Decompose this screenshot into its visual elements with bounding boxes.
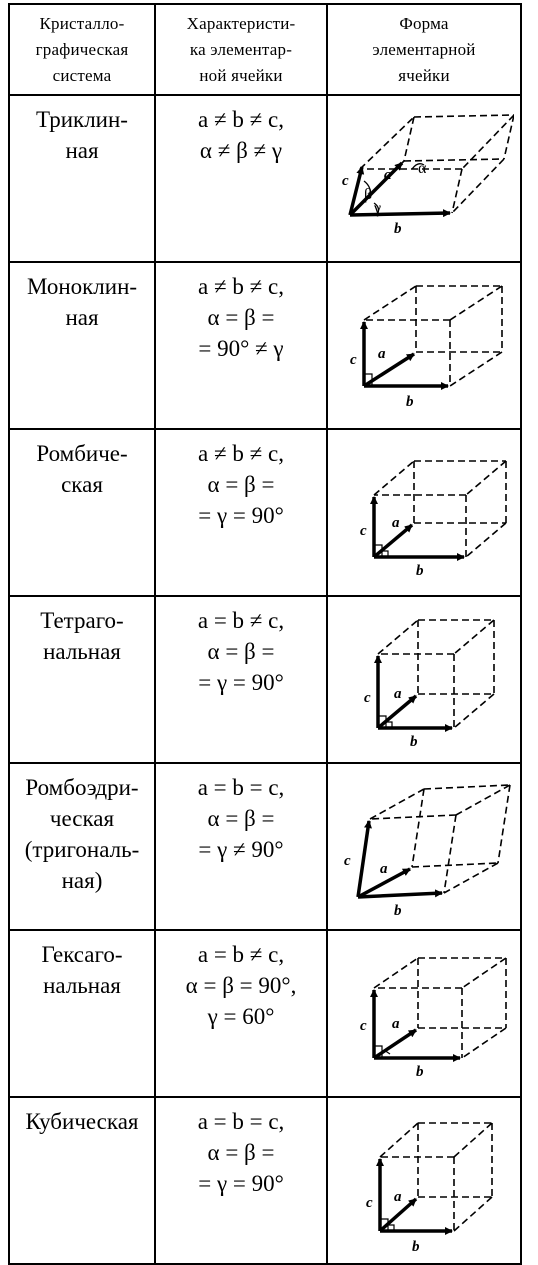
axis-label-c: c — [360, 1017, 367, 1034]
param-line: = γ ≠ 90° — [198, 837, 284, 862]
header-row — [9, 4, 521, 95]
unit-cell-diagram — [327, 930, 521, 1097]
system-line: ная — [65, 138, 99, 163]
axis-label-b: b — [412, 1238, 420, 1255]
angle-label-alpha: α — [418, 159, 427, 177]
header-line: система — [52, 65, 112, 85]
system-line: Кубическая — [25, 1109, 139, 1134]
angle-label-gamma: γ — [374, 199, 382, 217]
angle-label-beta: β — [364, 185, 373, 203]
hexagonal-cell-drawing — [334, 944, 514, 1084]
table-row — [9, 596, 521, 763]
system-name — [9, 930, 155, 1097]
monoclinic-cell-drawing — [334, 276, 514, 416]
system-line: (тригональ- — [24, 837, 140, 862]
axis-label-c: c — [360, 522, 367, 539]
param-line: = 90° ≠ γ — [198, 336, 284, 361]
system-name — [9, 1097, 155, 1264]
unit-cell-diagram — [327, 1097, 521, 1264]
unit-cell-diagram — [327, 429, 521, 596]
unit-cell-diagram — [327, 763, 521, 930]
table-row — [9, 763, 521, 930]
param-line: = γ = 90° — [198, 503, 284, 528]
system-line: ческая — [49, 806, 115, 831]
cell-parameters — [155, 763, 327, 930]
axis-label-c: c — [364, 689, 371, 706]
param-line: α = β = — [207, 806, 275, 831]
axis-label-b: b — [410, 733, 418, 750]
system-line: нальная — [43, 639, 121, 664]
header-line: Форма — [399, 13, 449, 33]
system-name — [9, 262, 155, 429]
axis-label-b: b — [416, 1063, 424, 1080]
system-line: ная — [65, 305, 99, 330]
cell-parameters — [155, 1097, 327, 1264]
system-line: Моноклин- — [26, 274, 138, 299]
cell-parameters — [155, 429, 327, 596]
param-line: α = β = — [207, 1140, 275, 1165]
axis-label-b: b — [416, 562, 424, 579]
system-line: нальная — [43, 973, 121, 998]
axis-label-c: c — [350, 351, 357, 368]
cell-parameters — [155, 95, 327, 262]
system-name — [9, 763, 155, 930]
param-line: a = b = c, — [197, 1109, 285, 1134]
param-line: a = b ≠ c, — [197, 942, 285, 967]
axis-label-b: b — [406, 393, 414, 410]
cubic-cell-drawing — [334, 1101, 514, 1261]
param-line: a ≠ b ≠ c, — [198, 441, 284, 466]
table-row — [9, 262, 521, 429]
cell-parameters — [155, 930, 327, 1097]
axis-label-b: b — [394, 220, 402, 237]
cell-parameters — [155, 262, 327, 429]
param-line: a ≠ b ≠ c, — [198, 107, 284, 132]
system-line: Триклин- — [36, 107, 128, 132]
triclinic-cell-drawing — [334, 109, 514, 249]
system-line: Тетраго- — [40, 608, 124, 633]
param-line: α = β = 90°, — [185, 973, 297, 998]
param-line: α ≠ β ≠ γ — [199, 138, 283, 163]
param-line: a = b = c, — [197, 775, 285, 800]
param-line: = γ = 90° — [198, 1171, 284, 1196]
system-line: Ромбоэдри- — [25, 775, 139, 800]
header-line: ка элементар- — [189, 39, 293, 59]
system-line: Ромбиче- — [36, 441, 128, 466]
param-line: a ≠ b ≠ c, — [198, 274, 284, 299]
header-line: Характеристи- — [186, 13, 296, 33]
param-line: = γ = 90° — [198, 670, 284, 695]
param-line: a = b ≠ c, — [197, 608, 285, 633]
header-params — [155, 4, 327, 95]
unit-cell-diagram — [327, 596, 521, 763]
system-name — [9, 596, 155, 763]
system-line: ская — [61, 472, 103, 497]
header-line: элементарной — [372, 39, 476, 59]
header-shape — [327, 4, 521, 95]
axis-label-a: a — [380, 860, 388, 877]
system-name — [9, 95, 155, 262]
axis-label-a: a — [392, 1015, 400, 1032]
axis-label-c: c — [342, 172, 349, 189]
table-row — [9, 95, 521, 262]
axis-label-a: a — [378, 345, 386, 362]
axis-label-a: a — [394, 1188, 402, 1205]
header-line: Кристалло- — [39, 13, 125, 33]
table-row — [9, 1097, 521, 1264]
orthorhombic-cell-drawing — [334, 443, 514, 583]
header-line: ячейки — [398, 65, 450, 85]
param-line: α = β = — [207, 305, 275, 330]
system-line: Гексаго- — [41, 942, 123, 967]
unit-cell-diagram — [327, 95, 521, 262]
table-row — [9, 429, 521, 596]
axis-label-a: a — [392, 514, 400, 531]
crystal-systems-table — [8, 3, 522, 1265]
param-line: α = β = — [207, 639, 275, 664]
rhombohedral-cell-drawing — [334, 777, 514, 917]
system-line: ная) — [61, 868, 103, 893]
axis-label-c: c — [344, 852, 351, 869]
param-line: α = β = — [207, 472, 275, 497]
axis-label-b: b — [394, 902, 402, 917]
header-line: графическая — [35, 39, 129, 59]
axis-label-a: a — [384, 166, 392, 183]
header-line: ной ячейки — [199, 65, 283, 85]
header-system — [9, 4, 155, 95]
axis-label-c: c — [366, 1194, 373, 1211]
param-line: γ = 60° — [207, 1004, 275, 1029]
axis-label-a: a — [394, 685, 402, 702]
table-row — [9, 930, 521, 1097]
system-name — [9, 429, 155, 596]
tetragonal-cell-drawing — [334, 610, 514, 750]
unit-cell-diagram — [327, 262, 521, 429]
cell-parameters — [155, 596, 327, 763]
